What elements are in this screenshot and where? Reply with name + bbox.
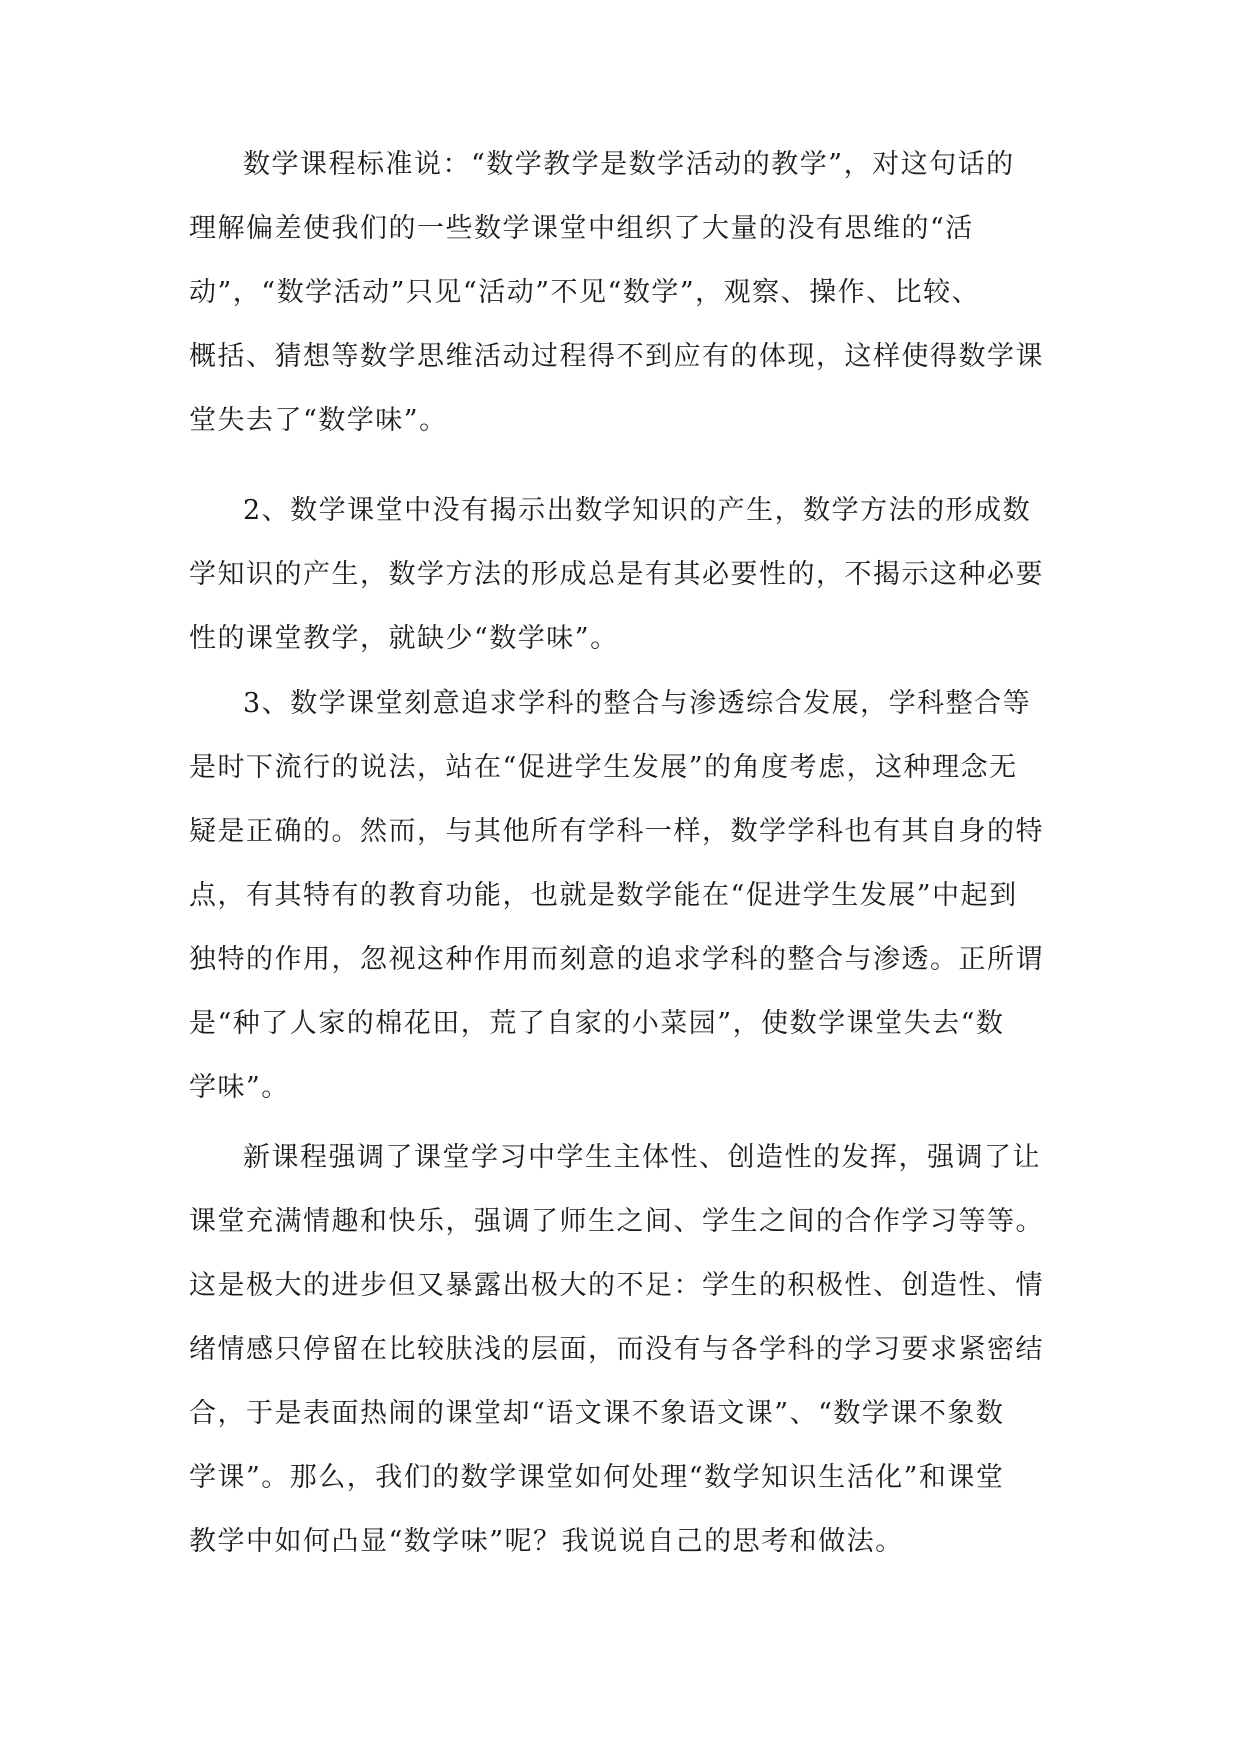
- text-line: 概括、猜想等数学思维活动过程得不到应有的体现，这样使得数学课: [189, 341, 1044, 372]
- text-line: 学味”。: [189, 1072, 290, 1103]
- paragraph-1: [189, 133, 1089, 453]
- text-line: 学课”。那么，我们的数学课堂如何处理“数学知识生活化”和课堂: [189, 1462, 1005, 1493]
- text-line: 是时下流行的说法，站在“促进学生发展”的角度考虑，这种理念无: [189, 752, 1018, 783]
- text-line: 学知识的产生，数学方法的形成总是有其必要性的，不揭示这种必要: [189, 559, 1044, 590]
- text-line: 2、数学课堂中没有揭示出数学知识的产生，数学方法的形成数: [243, 495, 1032, 526]
- paragraph-3: [189, 672, 1089, 1120]
- text-line: 课堂充满情趣和快乐，强调了师生之间、学生之间的合作学习等等。: [189, 1206, 1044, 1237]
- text-line: 点，有其特有的教育功能，也就是数学能在“促进学生发展”中起到: [189, 880, 1018, 911]
- paragraph-2: [189, 479, 1089, 671]
- text-line: 绪情感只停留在比较肤浅的层面，而没有与各学科的学习要求紧密结: [189, 1334, 1044, 1365]
- text-line: 性的课堂教学，就缺少“数学味”。: [189, 623, 619, 654]
- text-line: 合，于是表面热闹的课堂却“语文课不象语文课”、“数学课不象数: [189, 1398, 1005, 1429]
- text-line: 教学中如何凸显“数学味”呢？我说说自己的思考和做法。: [189, 1526, 904, 1557]
- text-line: 理解偏差使我们的一些数学课堂中组织了大量的没有思维的“活: [189, 213, 974, 244]
- text-line: 新课程强调了课堂学习中学生主体性、创造性的发挥，强调了让: [243, 1142, 1041, 1173]
- text-line: 独特的作用，忽视这种作用而刻意的追求学科的整合与渗透。正所谓: [189, 944, 1044, 975]
- paragraph-4: [189, 1126, 1089, 1574]
- text-line: 堂失去了“数学味”。: [189, 405, 448, 436]
- text-line: 这是极大的进步但又暴露出极大的不足：学生的积极性、创造性、情: [189, 1270, 1044, 1301]
- text-line: 是“种了人家的棉花田，荒了自家的小菜园”，使数学课堂失去“数: [189, 1008, 1005, 1039]
- text-line: 3、数学课堂刻意追求学科的整合与渗透综合发展，学科整合等: [243, 688, 1032, 719]
- text-line: 动”，“数学活动”只见“活动”不见“数学”，观察、操作、比较、: [189, 277, 981, 308]
- text-line: 疑是正确的。然而，与其他所有学科一样，数学学科也有其自身的特: [189, 816, 1044, 847]
- text-line: 数学课程标准说：“数学教学是数学活动的教学”，对这句话的: [243, 149, 1015, 180]
